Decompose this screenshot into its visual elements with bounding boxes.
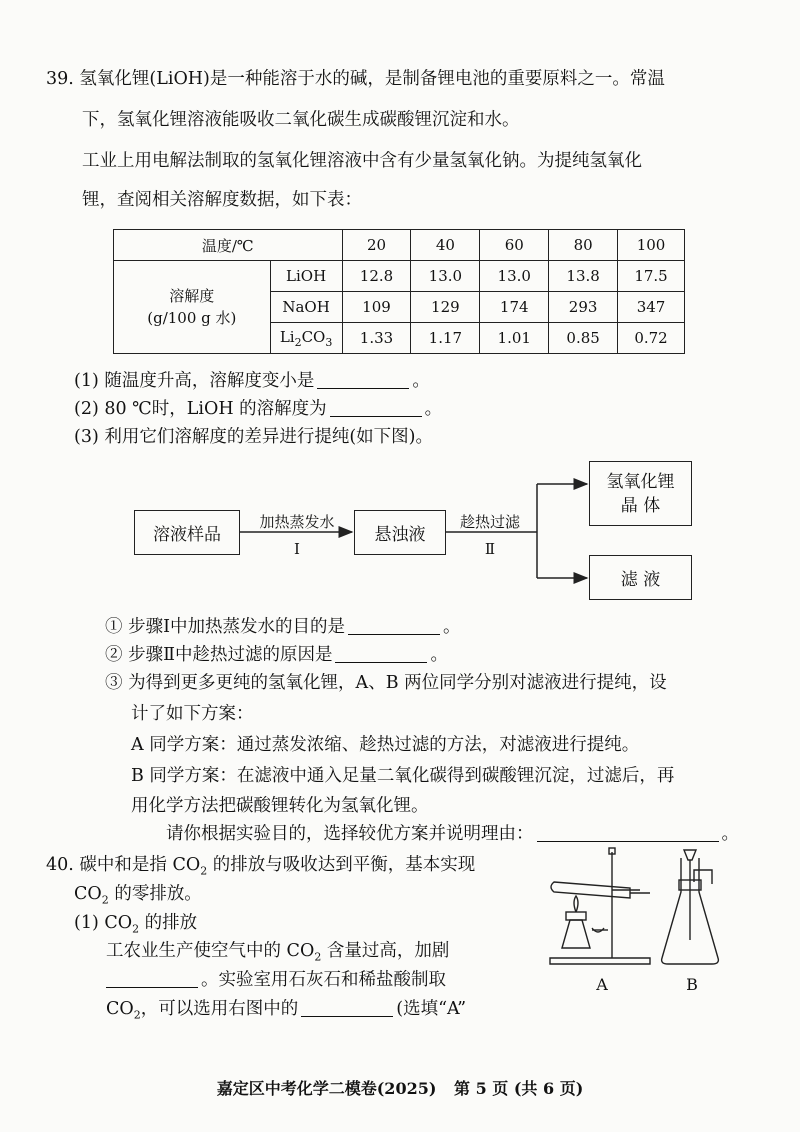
flow-box-suspension: 悬浊液: [354, 510, 446, 555]
value-cell: 13.0: [480, 261, 549, 292]
q40-line5: 。实验室用石灰石和稀盐酸制取: [106, 969, 446, 991]
temperature-header: 温度/℃: [114, 230, 343, 261]
flow-box-crystal: [589, 461, 692, 526]
flow-box-filtrate: 滤 液: [589, 555, 692, 600]
value-cell: 1.17: [411, 323, 480, 354]
q39-step2: ② 步骤Ⅱ中趁热过滤的原因是 。: [105, 645, 448, 665]
flow-box-sample: 溶液样品: [134, 510, 240, 555]
crystal-label-1: 氢氧化锂: [606, 471, 675, 492]
q39-line1: 39. 氢氧化锂(LiOH)是一种能溶于水的碱，是制备锂电池的重要原料之一。常温: [46, 69, 665, 89]
q40-line3: (1) $CO_2$ 的排放: [74, 913, 198, 936]
q39-step3-line1: ③ 为得到更多更纯的氢氧化锂，A、B 两位同学分别对滤液进行提纯，设: [105, 673, 667, 693]
q39-plan-a: A 同学方案：通过蒸发浓缩、趁热过滤的方法，对滤液进行提纯。: [131, 735, 640, 755]
temp-cell: 20: [342, 230, 411, 261]
answer-blank[interactable]: [335, 646, 427, 663]
temp-cell: 80: [549, 230, 618, 261]
q39-part3: (3) 利用它们溶解度的差异进行提纯(如下图)。: [74, 427, 434, 447]
apparatus-b-label: B: [686, 975, 698, 994]
value-cell: 1.33: [342, 323, 411, 354]
answer-blank[interactable]: [106, 971, 198, 988]
footer-exam-title: 嘉定区中考化学二模卷(2025): [216, 1079, 437, 1098]
q39-step1: ① 步骤Ⅰ中加热蒸发水的目的是 。: [105, 617, 461, 637]
q39-plan-b-line1: B 同学方案：在滤液中通入足量二氧化碳得到碳酸锂沉淀，过滤后，再: [131, 766, 675, 786]
page-footer: [0, 1076, 800, 1099]
q39-line4: 锂，查阅相关溶解度数据，如下表：: [82, 190, 362, 210]
apparatus-illustration: [540, 840, 750, 970]
value-cell: 347: [618, 292, 685, 323]
value-cell: 12.8: [342, 261, 411, 292]
apparatus-a-drawing: [550, 848, 650, 964]
q40-line1: 40. 碳中和是指 $CO_2$ 的排放与吸收达到平衡，基本实现: [46, 855, 476, 878]
value-cell: 0.85: [549, 323, 618, 354]
q39-line2: 下，氢氧化锂溶液能吸收二氧化碳生成碳酸锂沉淀和水。: [82, 110, 520, 130]
q39-step3-line2: 计了如下方案：: [131, 704, 254, 724]
q40-line6: $CO_2$，可以选用右图中的 (选填“A”: [106, 999, 467, 1022]
solubility-unit: (g/100 g 水): [147, 309, 237, 327]
footer-page-number: 第 5 页 (共 6 页): [454, 1079, 584, 1098]
q39-part2: (2) 80 ℃时，LiOH 的溶解度为 。: [74, 399, 443, 419]
flow-step2-number: Ⅱ: [484, 540, 496, 558]
flow-step2-label: 趁热过滤: [459, 513, 520, 531]
apparatus-b-drawing: [662, 850, 719, 964]
value-cell: 17.5: [618, 261, 685, 292]
value-cell: 293: [549, 292, 618, 323]
value-cell: 109: [342, 292, 411, 323]
value-cell: 13.0: [411, 261, 480, 292]
value-cell: 1.01: [480, 323, 549, 354]
apparatus-a-label: A: [596, 975, 608, 994]
value-cell: 129: [411, 292, 480, 323]
answer-blank[interactable]: [301, 1000, 393, 1017]
q40-line4: 工农业生产使空气中的 $CO_2$ 含量过高，加剧: [106, 941, 450, 964]
temp-cell: 60: [480, 230, 549, 261]
q39-choose: 请你根据实验目的，选择较优方案并说明理由： 。: [166, 824, 739, 844]
answer-blank[interactable]: [348, 618, 440, 635]
temp-cell: 40: [411, 230, 480, 261]
q39-line3: 工业上用电解法制取的氢氧化锂溶液中含有少量氢氧化钠。为提纯氢氧化: [82, 151, 642, 171]
q39-plan-b-line2: 用化学方法把碳酸锂转化为氢氧化锂。: [131, 796, 429, 816]
value-cell: 174: [480, 292, 549, 323]
solubility-label: 溶解度: [169, 287, 215, 305]
flow-step1-number: Ⅰ: [294, 540, 300, 558]
q40-line2: $CO_2$ 的零排放。: [74, 884, 202, 907]
q39-part1: (1) 随温度升高，溶解度变小是 。: [74, 371, 430, 391]
flow-step1-label: 加热蒸发水: [259, 513, 335, 531]
value-cell: 0.72: [618, 323, 685, 354]
crystal-label-2: 晶 体: [620, 495, 661, 516]
substance-cell: $Li_2CO_3$: [270, 323, 342, 354]
temp-cell: 100: [618, 230, 685, 261]
substance-cell: LiOH: [270, 261, 342, 292]
substance-cell: NaOH: [270, 292, 342, 323]
value-cell: 13.8: [549, 261, 618, 292]
